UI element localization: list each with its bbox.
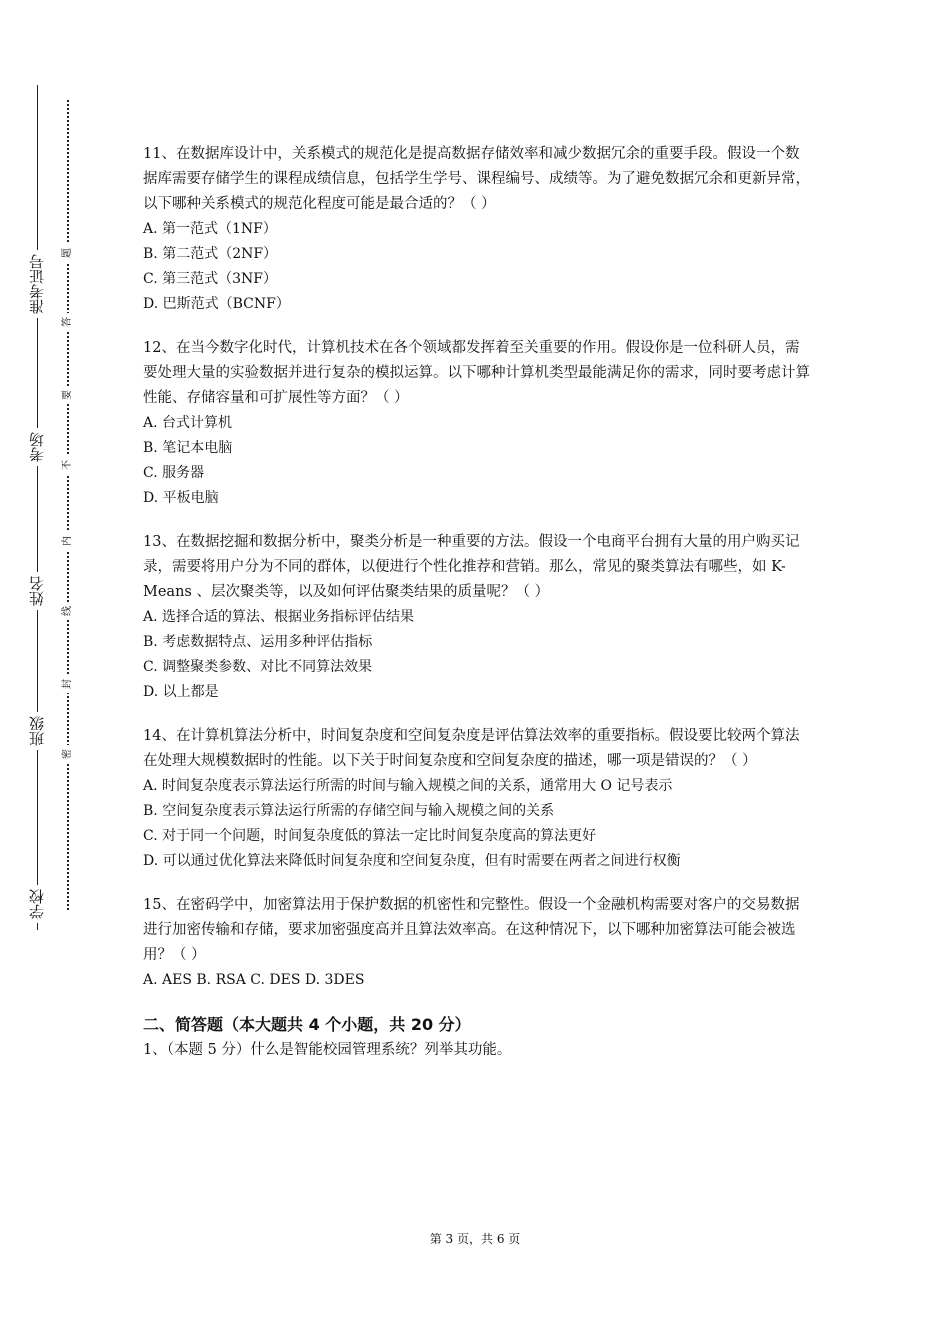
option-line: A. AES B. RSA C. DES D. 3DES [143, 972, 365, 988]
option-c: C. 对于同一个问题，时间复杂度低的算法一定比时间复杂度高的算法更好 [143, 828, 597, 844]
option-a: A. 时间复杂度表示算法运行所需的时间与输入规模之间的关系，通常用大 O 记号表示 [143, 778, 673, 794]
field-exam-room: 考场 [19, 428, 55, 466]
question-stem: 14、在计算机算法分析中，时间复杂度和空间复杂度是评估算法效率的重要指标。假设要比较两个算法在处理大规模数据时的性能。以下关于时间复杂度和空间复杂度的描述，哪一项是错误的？（ ） [143, 728, 800, 769]
section-title: 二、简答题（本大题共 4 个小题，共 20 分） [143, 1015, 471, 1034]
option-b: B. 笔记本电脑 [143, 440, 233, 456]
question-12 [143, 336, 811, 511]
option-d: D. 巴斯范式（BCNF） [143, 296, 290, 312]
question-stem: 12、在当今数字化时代，计算机技术在各个领域都发挥着至关重要的作用。假设你是一位科研人员，需要处理大量的实验数据并进行复杂的模拟运算。以下哪种计算机类型最能满足你的需求，同时要考虑计算性能、存储容量和可扩展性等方面？（ ） [143, 340, 810, 406]
question-14 [143, 724, 811, 874]
option-a: A. 选择合适的算法、根据业务指标评估结果 [143, 609, 415, 625]
option-d: D. 以上都是 [143, 684, 219, 700]
field-class: 班级 [19, 712, 55, 750]
field-name: 姓名 [19, 572, 55, 610]
seal-char: 封 [59, 675, 77, 693]
option-c: C. 调整聚类参数、对比不同算法效果 [143, 659, 373, 675]
seal-char: 内 [59, 532, 77, 550]
option-b: B. 空间复杂度表示算法运行所需的存储空间与输入规模之间的关系 [143, 803, 555, 819]
question-stem: 11、在数据库设计中，关系模式的规范化是提高数据存储效率和减少数据冗余的重要手段。假设一个数据库需要存储学生的课程成绩信息，包括学生学号、课程编号、成绩等。为了避免数据冗余和更新异常，以下哪种关系模式的规范化程度可能是最合适的？（ ） [143, 146, 810, 212]
option-d: D. 可以通过优化算法来降低时间复杂度和空间复杂度，但有时需要在两者之间进行权衡 [143, 853, 681, 869]
option-a: A. 第一范式（1NF） [143, 221, 277, 237]
question-stem: 15、在密码学中，加密算法用于保护数据的机密性和完整性。假设一个金融机构需要对客户的交易数据进行加密传输和存储，要求加密强度高并且算法效率高。在这种情况下，以下哪种加密算法可能会被选用？（ ） [143, 897, 800, 963]
option-c: C. 服务器 [143, 465, 205, 481]
field-school: 学校 [19, 885, 55, 923]
short-answer-question-1: 1、（本题 5 分）什么是智能校园管理系统？列举其功能。 [143, 1042, 512, 1058]
seal-char: 题 [59, 244, 77, 262]
option-d: D. 平板电脑 [143, 490, 219, 506]
seal-char: 线 [59, 602, 77, 620]
binding-dotted-line [67, 100, 69, 910]
question-15 [143, 893, 811, 993]
seal-char: 密 [59, 745, 77, 763]
field-exam-number: 准考证号 [19, 250, 55, 318]
question-stem: 13、在数据挖掘和数据分析中，聚类分析是一种重要的方法。假设一个电商平台拥有大量的用户购买记录，需要将用户分为不同的群体，以便进行个性化推荐和营销。那么，常见的聚类算法有哪些，如 K-Means 、层次聚类等，以及如何评估聚类结果的质量呢？（ ） [143, 534, 800, 600]
question-11 [143, 142, 811, 317]
option-c: C. 第三范式（3NF） [143, 271, 277, 287]
seal-char: 要 [59, 386, 77, 404]
option-b: B. 第二范式（2NF） [143, 246, 278, 262]
seal-char: 答 [59, 313, 77, 331]
exam-content [143, 142, 811, 1062]
option-a: A. 台式计算机 [143, 415, 233, 431]
page-footer: 第 3 页，共 6 页 [429, 1232, 521, 1246]
seal-char: 不 [59, 456, 77, 474]
question-13 [143, 530, 811, 705]
binding-solid-line [37, 85, 38, 930]
option-b: B. 考虑数据特点、运用多种评估指标 [143, 634, 373, 650]
